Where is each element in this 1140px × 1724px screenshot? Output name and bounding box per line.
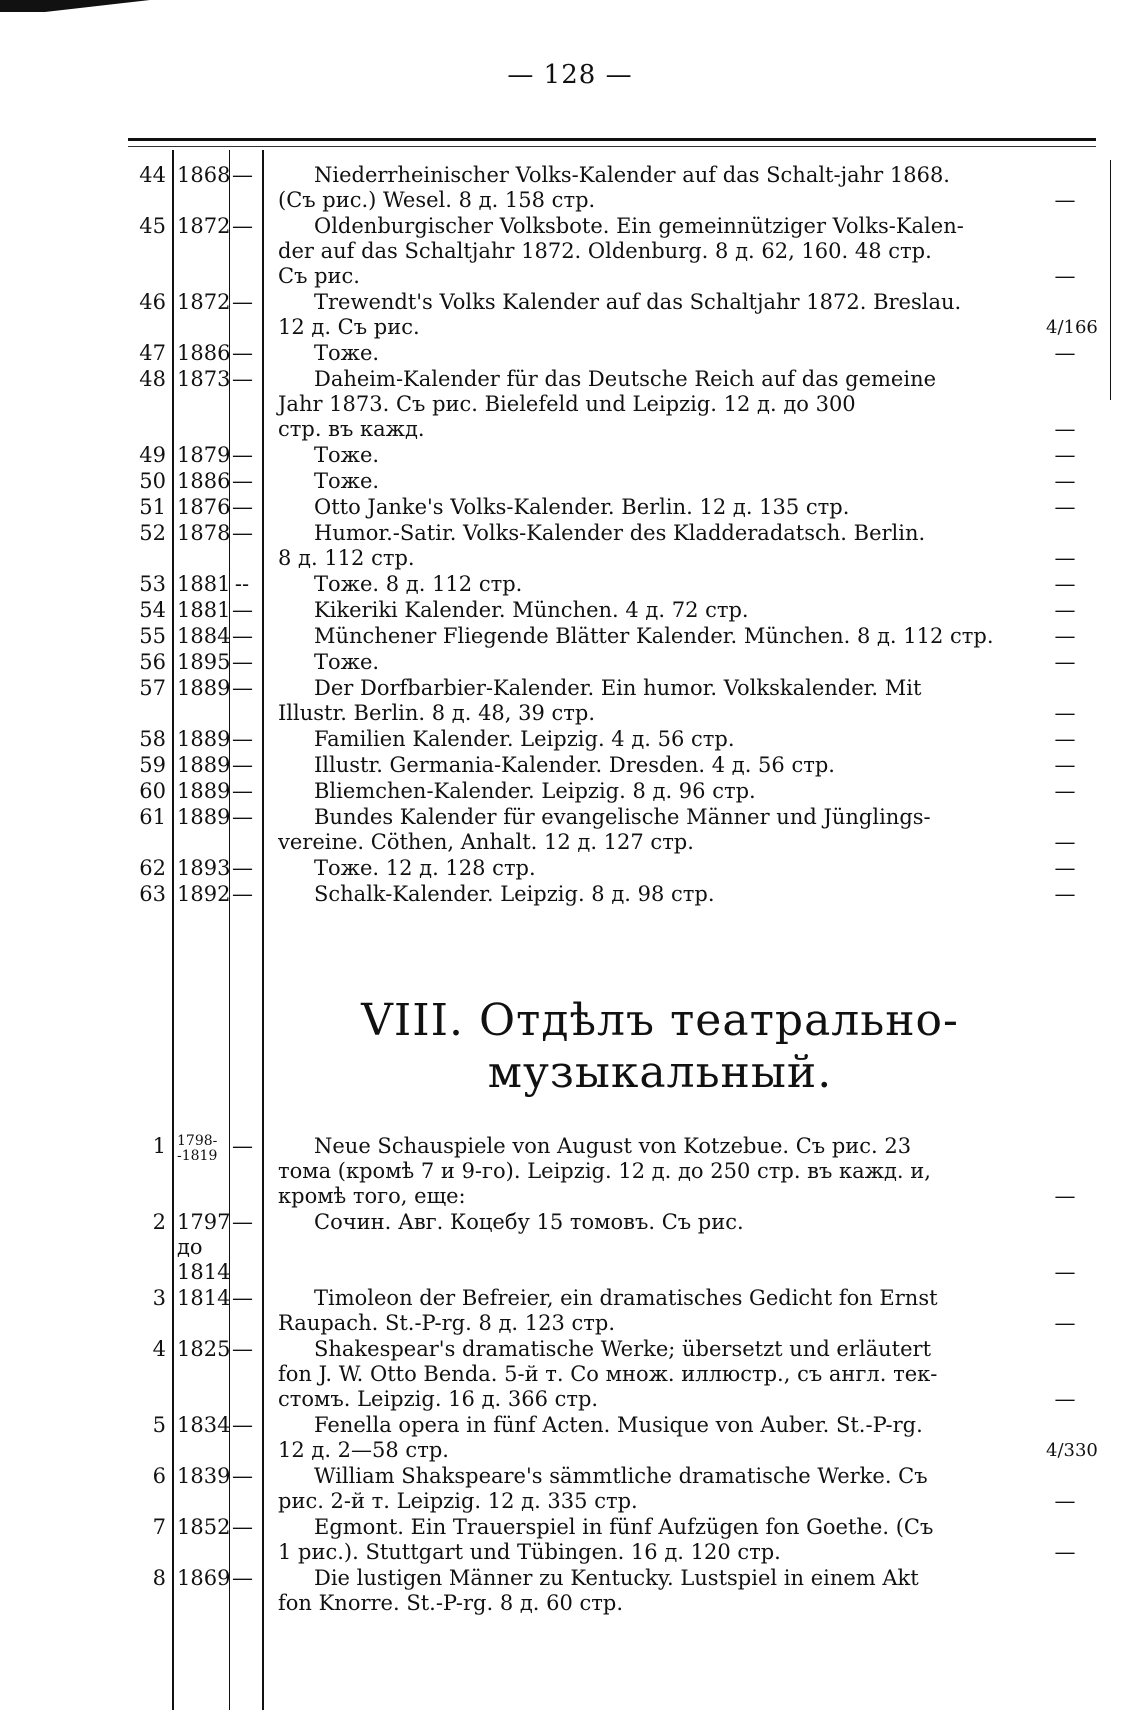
entry-number: 6: [152, 1464, 166, 1488]
entry-number: 56: [139, 650, 166, 674]
scan-corner-mark: [0, 0, 150, 12]
entry-description-line: Timoleon der Befreier, ein dramatisches Gedicht fon Ernst: [314, 1286, 938, 1310]
catalog-entry: [0, 805, 1140, 855]
entry-dash: --: [234, 572, 250, 596]
catalog-entry: [0, 598, 1140, 623]
entry-right-dash: —: [1054, 650, 1076, 674]
entry-year: 1873: [177, 367, 231, 391]
entry-year-line: до: [177, 1235, 203, 1259]
entry-year: 1889: [177, 753, 231, 777]
entry-number: 51: [139, 495, 166, 519]
entry-year: 1889: [177, 676, 231, 700]
entry-year: [177, 1134, 227, 1164]
entry-dash: —: [232, 521, 253, 545]
entry-description-line: Trewendt's Volks Kalender auf das Schaltjahr 1872. Breslau.: [314, 290, 962, 314]
header-rule-thin: [128, 146, 1096, 147]
entry-dash: —: [232, 1566, 253, 1590]
section-title-line-2: музыкальный.: [487, 1047, 833, 1098]
entry-description: [278, 290, 1026, 340]
entry-year-line: 1798-: [177, 1133, 218, 1149]
entry-right-dash: —: [1054, 546, 1076, 570]
entry-price-note: 4/330: [1046, 1440, 1098, 1461]
entry-right-dash: —: [1054, 779, 1076, 803]
entry-right-dash: —: [1054, 1387, 1076, 1411]
entry-description: [278, 1464, 1026, 1514]
catalog-entry: [0, 1134, 1140, 1209]
entry-dash: —: [232, 1413, 253, 1437]
entry-description-line: der auf das Schaltjahr 1872. Oldenburg. 8 д. 62, 160. 48 стр.: [278, 239, 932, 263]
entry-dash: —: [232, 779, 253, 803]
entry-description-line: стомъ. Leipzig. 16 д. 366 стр.: [278, 1387, 599, 1411]
entry-number: 62: [139, 856, 166, 880]
entry-description: [278, 572, 1026, 597]
entry-description-line: рис. 2-й т. Leipzig. 12 д. 335 стр.: [278, 1489, 638, 1513]
entry-right-dash: —: [1054, 1184, 1076, 1208]
entry-description: [278, 1286, 1026, 1336]
entry-year-line: 1834: [177, 1413, 231, 1437]
entry-year: 1895: [177, 650, 231, 674]
entry-year: 1868: [177, 163, 231, 187]
entry-description: [278, 163, 1026, 213]
entry-number: 47: [139, 341, 166, 365]
entry-description-line: fon J. W. Otto Benda. 5-й т. Со множ. иллюстр., съ англ. тек-: [278, 1362, 938, 1386]
entry-description-line: William Shakspeare's sämmtliche dramatische Werke. Съ: [314, 1464, 928, 1488]
entry-dash: —: [232, 1286, 253, 1310]
catalog-entry: [0, 469, 1140, 494]
entry-description-line: Bliemchen-Kalender. Leipzig. 8 д. 96 стр.: [314, 779, 756, 803]
entry-dash: —: [232, 163, 253, 187]
entry-year-line: -1819: [177, 1148, 218, 1164]
entry-number: 52: [139, 521, 166, 545]
entry-dash: —: [232, 1210, 253, 1234]
entry-dash: —: [232, 805, 253, 829]
entry-description-line: Die lustigen Männer zu Kentucky. Lustspiel in einem Akt: [314, 1566, 919, 1590]
entry-year-line: 1839: [177, 1464, 231, 1488]
catalog-entry: [0, 1337, 1140, 1412]
entry-year: 1889: [177, 779, 231, 803]
entry-year-line: 1814: [177, 1286, 231, 1310]
entry-description: [278, 650, 1026, 675]
catalog-entry: [0, 367, 1140, 442]
entry-description: [278, 1515, 1026, 1565]
catalog-entry: [0, 1413, 1140, 1463]
entry-year: 1876: [177, 495, 231, 519]
entry-right-dash: —: [1054, 1489, 1076, 1513]
catalog-entry: [0, 341, 1140, 366]
entry-number: 8: [152, 1566, 166, 1590]
entry-year: 1892: [177, 882, 231, 906]
entry-number: 61: [139, 805, 166, 829]
entry-right-dash: —: [1054, 727, 1076, 751]
entry-description-line: Otto Janke's Volks-Kalender. Berlin. 12 д. 135 стр.: [314, 495, 850, 519]
section-title-line-1: VIII. Отдѣлъ театрально-: [361, 995, 959, 1046]
entry-year: [177, 1464, 231, 1489]
entry-description-line: vereine. Cöthen, Anhalt. 12 д. 127 стр.: [278, 830, 694, 854]
entry-description-line: Съ рис.: [278, 264, 360, 288]
entry-number: 45: [139, 214, 166, 238]
catalog-entry: [0, 779, 1140, 804]
entry-year: [177, 1566, 231, 1591]
entry-description-line: Тоже.: [314, 341, 380, 365]
entry-description: [278, 805, 1026, 855]
entry-description: [278, 624, 1026, 649]
entry-year-line: 1869: [177, 1566, 231, 1590]
entry-description-line: Тоже.: [314, 650, 380, 674]
entry-right-dash: —: [1054, 572, 1076, 596]
entry-right-dash: —: [1054, 1260, 1076, 1284]
entry-description-line: Humor.-Satir. Volks-Kalender des Kladderadatsch. Berlin.: [314, 521, 926, 545]
entry-year: [177, 1413, 231, 1438]
entry-description: [278, 1566, 1026, 1616]
entry-right-dash: —: [1054, 264, 1076, 288]
entry-year: 1884: [177, 624, 231, 648]
entry-dash: —: [232, 367, 253, 391]
entry-number: 54: [139, 598, 166, 622]
entry-description-line: Illustr. Germania-Kalender. Dresden. 4 д. 56 стр.: [314, 753, 835, 777]
entry-description-line: Schalk-Kalender. Leipzig. 8 д. 98 стр.: [314, 882, 715, 906]
catalog-entry: [0, 676, 1140, 726]
entry-description-line: Jahr 1873. Съ рис. Bielefeld und Leipzig. 12 д. до 300: [278, 392, 856, 416]
entry-description-line: Тоже.: [314, 443, 380, 467]
entry-number: 53: [139, 572, 166, 596]
entry-dash: —: [232, 753, 253, 777]
entry-right-dash: —: [1054, 188, 1076, 212]
entry-dash: —: [232, 624, 253, 648]
entry-description-line: Illustr. Berlin. 8 д. 48, 39 стр.: [278, 701, 596, 725]
entry-description: [278, 1210, 1026, 1235]
entry-number: 59: [139, 753, 166, 777]
entry-description: [278, 753, 1026, 778]
entry-description-line: Kikeriki Kalender. München. 4 д. 72 стр.: [314, 598, 749, 622]
entry-number: 55: [139, 624, 166, 648]
catalog-entry: [0, 1286, 1140, 1336]
catalog-entry: [0, 290, 1140, 340]
entry-dash: —: [232, 1337, 253, 1361]
entry-dash: —: [232, 290, 253, 314]
entry-description: [278, 779, 1026, 804]
header-rule-thick: [128, 138, 1096, 141]
entry-year: 1886: [177, 341, 231, 365]
catalog-entry: [0, 753, 1140, 778]
entry-year: 1872: [177, 290, 231, 314]
entry-description-line: Bundes Kalender für evangelische Männer und Jünglings-: [314, 805, 931, 829]
entry-description: [278, 676, 1026, 726]
catalog-entry: [0, 1210, 1140, 1285]
entry-year: 1878: [177, 521, 231, 545]
catalog-entry: [0, 495, 1140, 520]
entry-right-dash: —: [1054, 624, 1076, 648]
entry-description-line: кромѣ того, еще:: [278, 1184, 466, 1208]
entry-right-dash: —: [1054, 1311, 1076, 1335]
entry-price-note: 4/166: [1046, 317, 1098, 338]
entry-year-line: 1852: [177, 1515, 231, 1539]
catalog-entry: [0, 1515, 1140, 1565]
entry-year-line: 1814: [177, 1260, 231, 1284]
entry-description-line: Familien Kalender. Leipzig. 4 д. 56 стр.: [314, 727, 735, 751]
entry-description-line: Egmont. Ein Trauerspiel in fünf Aufzügen fon Goethe. (Съ: [314, 1515, 934, 1539]
entry-description-line: fon Knorre. St.-P-rg. 8 д. 60 стр.: [278, 1591, 624, 1615]
catalog-entry: [0, 727, 1140, 752]
entry-year: 1879: [177, 443, 231, 467]
entry-dash: —: [232, 1134, 253, 1158]
entry-number: 58: [139, 727, 166, 751]
entry-description-line: Neue Schauspiele von August von Kotzebue. Съ рис. 23: [314, 1134, 912, 1158]
entry-dash: —: [232, 856, 253, 880]
entry-year: 1881: [177, 598, 231, 622]
entry-dash: —: [232, 598, 253, 622]
entry-year: [177, 1515, 231, 1540]
entry-right-dash: —: [1054, 443, 1076, 467]
entry-description: [278, 469, 1026, 494]
entry-year: 1893: [177, 856, 231, 880]
entry-dash: —: [232, 1464, 253, 1488]
entry-right-dash: —: [1054, 598, 1076, 622]
catalog-entry: [0, 650, 1140, 675]
entry-description-line: (Съ рис.) Wesel. 8 д. 158 стр.: [278, 188, 596, 212]
entry-year: [177, 1286, 231, 1311]
entry-description-line: 12 д. 2—58 стр.: [278, 1438, 449, 1462]
entry-dash: —: [232, 727, 253, 751]
entry-dash: —: [232, 341, 253, 365]
catalog-entry: [0, 1566, 1140, 1616]
entry-dash: —: [232, 214, 253, 238]
entry-dash: —: [232, 443, 253, 467]
entry-right-dash: —: [1054, 341, 1076, 365]
entry-year: [177, 1337, 231, 1362]
entry-right-dash: —: [1054, 495, 1076, 519]
entry-right-dash: —: [1054, 701, 1076, 725]
entry-description: [278, 598, 1026, 623]
section-title: [260, 995, 1060, 1099]
entry-description-line: Тоже.: [314, 469, 380, 493]
entry-description-line: Der Dorfbarbier-Kalender. Ein humor. Volkskalender. Mit: [314, 676, 922, 700]
entry-number: 3: [152, 1286, 166, 1310]
entry-description-line: Тоже. 12 д. 128 стр.: [314, 856, 536, 880]
entry-description: [278, 341, 1026, 366]
entry-right-dash: —: [1054, 753, 1076, 777]
entry-dash: —: [232, 1515, 253, 1539]
entry-number: 57: [139, 676, 166, 700]
entry-right-dash: —: [1054, 856, 1076, 880]
entry-right-dash: —: [1054, 830, 1076, 854]
entry-description: [278, 214, 1026, 289]
entry-description-line: Oldenburgischer Volksbote. Ein gemeinnütziger Volks-Kalen-: [314, 214, 964, 238]
catalog-entry: [0, 856, 1140, 881]
entry-description-line: Сочин. Авг. Коцебу 15 томовъ. Съ рис.: [314, 1210, 744, 1234]
entry-description: [278, 495, 1026, 520]
entry-description-line: Shakespear's dramatische Werke; übersetzt und erläutert: [314, 1337, 932, 1361]
entry-description-line: Münchener Fliegende Blätter Kalender. München. 8 д. 112 стр.: [314, 624, 994, 648]
entry-description: [278, 521, 1026, 571]
entry-dash: —: [232, 650, 253, 674]
catalog-entry: [0, 1464, 1140, 1514]
entry-year: 1881: [177, 572, 231, 596]
entry-year: 1889: [177, 727, 231, 751]
entry-description: [278, 367, 1026, 442]
entry-number: 48: [139, 367, 166, 391]
catalog-entry: [0, 443, 1140, 468]
entry-number: 60: [139, 779, 166, 803]
catalog-entry: [0, 624, 1140, 649]
entry-number: 7: [152, 1515, 166, 1539]
entry-description: [278, 882, 1026, 907]
entry-description: [278, 1413, 1026, 1463]
entry-year: 1872: [177, 214, 231, 238]
entry-description: [278, 856, 1026, 881]
catalog-entry: [0, 572, 1140, 597]
page-number: — 128 —: [507, 60, 633, 90]
entry-description-line: 12 д. Съ рис.: [278, 315, 420, 339]
entry-number: 44: [139, 163, 166, 187]
catalog-entry: [0, 214, 1140, 289]
entry-description-line: Niederrheinischer Volks-Kalender auf das Schalt-jahr 1868.: [314, 163, 950, 187]
entry-number: 46: [139, 290, 166, 314]
entry-number: 2: [152, 1210, 166, 1234]
entry-right-dash: —: [1054, 469, 1076, 493]
catalog-entry: [0, 163, 1140, 213]
entry-dash: —: [232, 495, 253, 519]
entry-right-dash: —: [1054, 1540, 1076, 1564]
entry-description-line: Raupach. St.-P-rg. 8 д. 123 стр.: [278, 1311, 616, 1335]
entry-description-line: 1 рис.). Stuttgart und Tübingen. 16 д. 120 стр.: [278, 1540, 781, 1564]
entry-description: [278, 1337, 1026, 1412]
entry-year: 1886: [177, 469, 231, 493]
entry-description-line: 8 д. 112 стр.: [278, 546, 415, 570]
entry-number: 49: [139, 443, 166, 467]
entry-number: 63: [139, 882, 166, 906]
entry-dash: —: [232, 469, 253, 493]
entry-description-line: Daheim-Kalender für das Deutsche Reich auf das gemeine: [314, 367, 937, 391]
entry-description: [278, 727, 1026, 752]
entry-number: 1: [152, 1134, 166, 1158]
entry-description-line: Fenella opera in fünf Acten. Musique von Auber. St.-P-rg.: [314, 1413, 923, 1437]
entry-year-line: 1825: [177, 1337, 231, 1361]
entry-number: 4: [152, 1337, 166, 1361]
entry-description-line: Тоже. 8 д. 112 стр.: [314, 572, 523, 596]
entry-dash: —: [232, 882, 253, 906]
entry-dash: —: [232, 676, 253, 700]
entry-number: 5: [152, 1413, 166, 1437]
entry-year-line: 1797: [177, 1210, 231, 1234]
entry-description: [278, 1134, 1026, 1209]
entry-description-line: тома (кромѣ 7 и 9-го). Leipzig. 12 д. до 250 стр. въ кажд. и,: [278, 1159, 931, 1183]
entry-year: [177, 1210, 231, 1285]
entry-description: [278, 443, 1026, 468]
entry-number: 50: [139, 469, 166, 493]
catalog-entry: [0, 521, 1140, 571]
entry-year: 1889: [177, 805, 231, 829]
entry-right-dash: —: [1054, 417, 1076, 441]
entry-right-dash: —: [1054, 882, 1076, 906]
entry-description-line: стр. въ кажд.: [278, 417, 425, 441]
catalog-entry: [0, 882, 1140, 907]
